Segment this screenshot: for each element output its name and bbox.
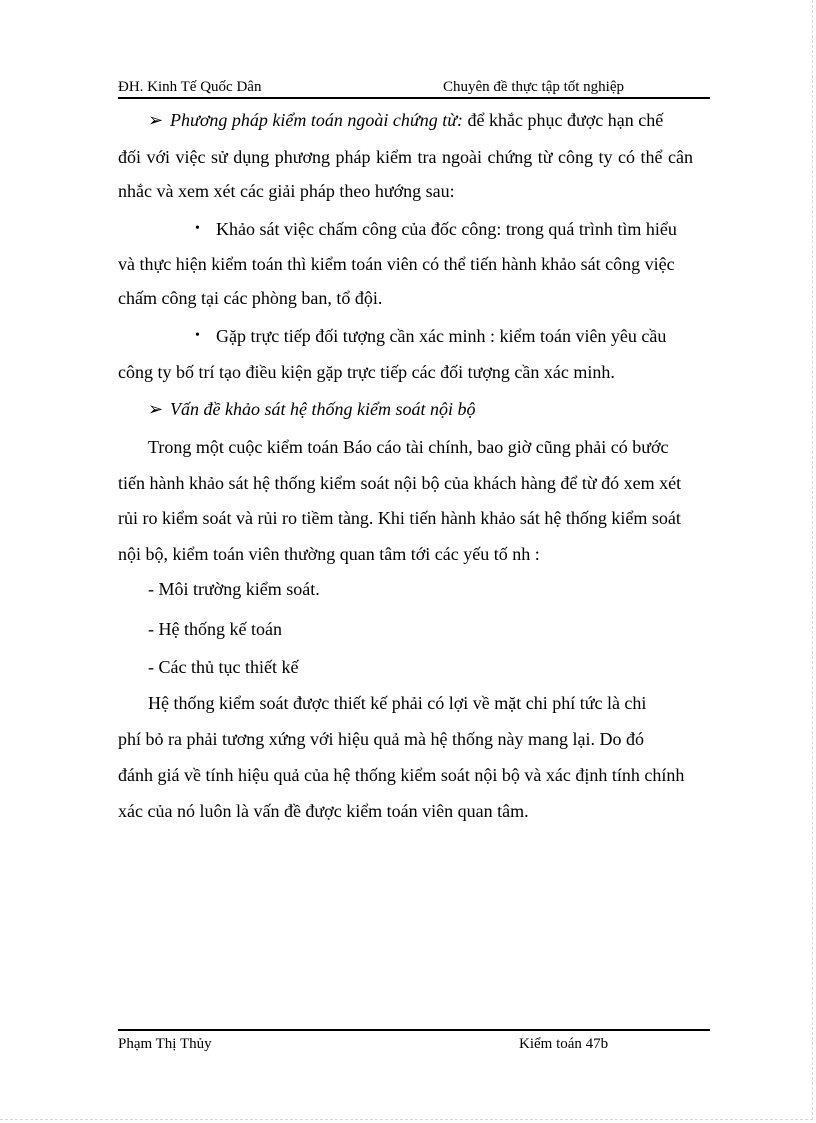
bullet-2-line-2: công ty bố trí tạo điều kiện gặp trực tiếp các đối tượng cần xác minh. (118, 362, 615, 382)
page-header (118, 79, 710, 97)
section-heading-italic: Vấn đề khảo sát hệ thống kiểm soát nội bộ (170, 399, 476, 419)
paragraph-2-line-3: rủi ro kiểm soát và rủi ro tiềm tàng. Khi tiến hành khảo sát hệ thống kiểm soát (118, 508, 681, 528)
section-heading-italic: Phương pháp kiểm toán ngoài chứng từ: (170, 110, 464, 130)
bullet-1-line-3: chấm công tại các phòng ban, tổ đội. (118, 288, 383, 308)
dash-item-3: - Các thủ tục thiết kế (148, 657, 299, 677)
section-heading-2 (148, 398, 475, 420)
dash-item-1: - Môi trường kiểm soát. (148, 579, 320, 599)
bullet-1-line-2: và thực hiện kiểm toán thì kiểm toán viên có thể tiến hành khảo sát công việc (118, 254, 675, 274)
paragraph-3-line-1: Hệ thống kiểm soát được thiết kế phải có lợi về mặt chi phí tức là chi (148, 693, 647, 713)
paragraph-2-line-2: tiến hành khảo sát hệ thống kiểm soát nội bộ của khách hàng để từ đó xem xét (118, 473, 682, 493)
arrow-bullet-icon: ➢ (148, 110, 164, 130)
header-document-type: Chuyên đề thực tập tốt nghiệp (443, 79, 625, 95)
paragraph-1-line-1 (148, 109, 663, 131)
paragraph-3-line-2: phí bỏ ra phải tương xứng với hiệu quả mà hệ thống này mang lại. Do đó (118, 729, 644, 749)
header-university: ĐH. Kinh Tế Quốc Dân (118, 79, 262, 95)
paragraph-2-line-4: nội bộ, kiểm toán viên thường quan tâm tới các yếu tố nh : (118, 544, 540, 564)
bullet-icon: • (195, 221, 200, 236)
bullet-icon: • (195, 328, 200, 343)
paragraph-3-line-3: đánh giá về tính hiệu quả của hệ thống kiểm soát nội bộ và xác định tính chính (118, 765, 685, 785)
paragraph-1-line-3: nhắc và xem xét các giải pháp theo hướng sau: (118, 181, 455, 201)
arrow-bullet-icon: ➢ (148, 399, 164, 419)
footer-class: Kiểm toán 47b (519, 1036, 609, 1052)
paragraph-2-line-1: Trong một cuộc kiểm toán Báo cáo tài chính, bao giờ cũng phải có bước (148, 437, 669, 457)
footer-author: Phạm Thị Thủy (118, 1036, 212, 1052)
footer-divider (118, 1029, 710, 1031)
bullet-1-line-1: Khảo sát việc chấm công của đốc công: trong quá trình tìm hiểu (216, 219, 677, 239)
header-divider (118, 97, 710, 99)
page-footer (118, 1036, 710, 1054)
paragraph-text: để khắc phục được hạn chế (467, 110, 664, 130)
bullet-2-line-1: Gặp trực tiếp đối tượng cần xác minh : kiểm toán viên yêu cầu (216, 326, 667, 346)
paragraph-1-line-2: đối với việc sử dụng phương pháp kiểm tra ngoài chứng từ công ty có thể cân (118, 147, 693, 167)
paragraph-3-line-4: xác của nó luôn là vấn đề được kiểm toán viên quan tâm. (118, 801, 529, 821)
dash-item-2: - Hệ thống kế toán (148, 619, 282, 639)
